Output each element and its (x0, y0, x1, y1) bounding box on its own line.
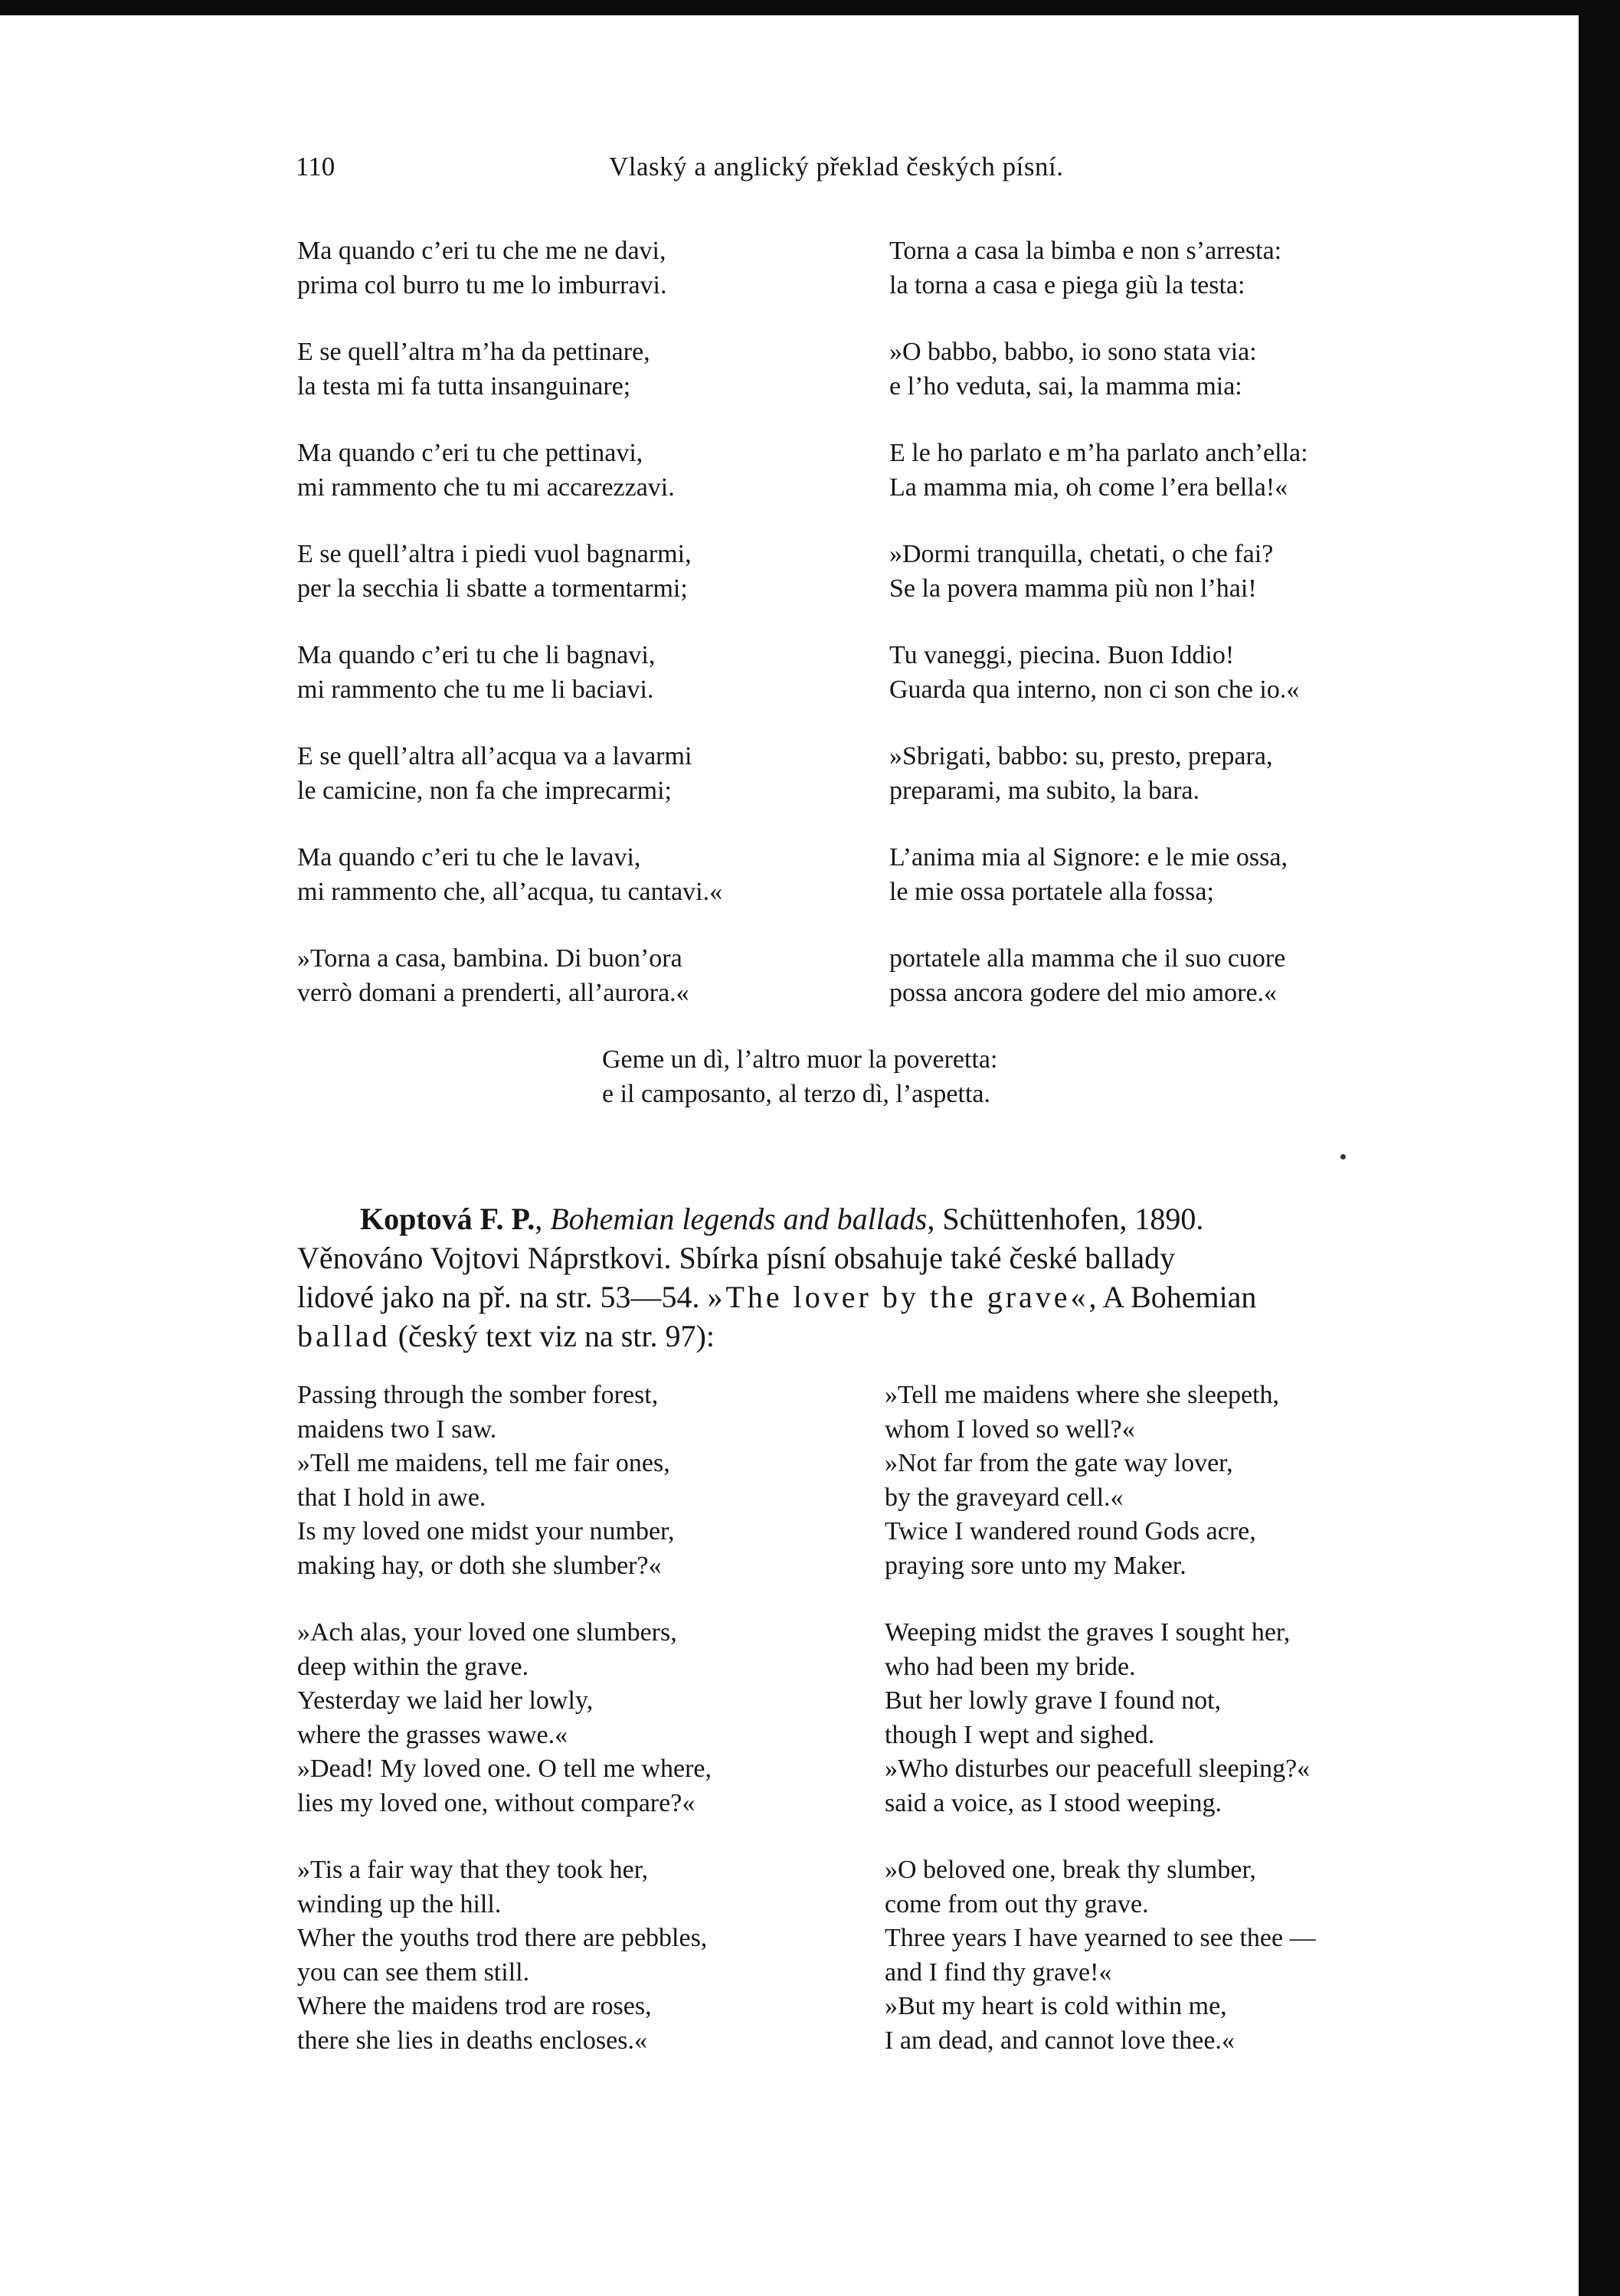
verse-line: But her lowly grave I found not, (885, 1686, 1222, 1715)
verse-line: making hay, or doth she slumber?« (297, 1551, 662, 1580)
bibliography-line-2: Věnováno Vojtovi Náprstkovi. Sbírka písní obsahuje také české ballady (297, 1241, 1176, 1275)
verse-line: though I wept and sighed. (885, 1720, 1155, 1749)
verse-line: where the grasses wawe.« (297, 1720, 568, 1749)
verse-line: E se quell’altra all’acqua va a lavarmi (297, 742, 692, 770)
verse-line: Se la povera mamma più non l’hai! (889, 574, 1257, 603)
english-column-left (297, 1379, 879, 2091)
scan-border-top (0, 0, 1620, 15)
verse-line: Wher the youths trod there are pebbles, (297, 1924, 708, 1952)
verse-line: Ma quando c’eri tu che le lavavi, (297, 843, 641, 872)
verse-line: e l’ho veduta, sai, la mamma mia: (889, 371, 1242, 401)
verse-line: deep within the grave. (297, 1652, 529, 1681)
page-number: 110 (296, 152, 335, 182)
stanza (889, 437, 1456, 505)
verse-line: Geme un dì, l’altro muor la poveretta: (602, 1045, 998, 1074)
verse-line: Ma quando c’eri tu che li bagnavi, (297, 641, 656, 669)
bibliography-line-4 (297, 1316, 1438, 1356)
bibliography-line-3-text: lidové jako na př. na str. 53—54. (297, 1280, 708, 1314)
bibliography-ballad-word: ballad (297, 1319, 391, 1353)
verse-line: »Dormi tranquilla, chetati, o che fai? (889, 540, 1274, 568)
verse-line: »But my heart is cold within me, (885, 1992, 1227, 2020)
bibliography-entry (297, 1199, 1438, 1356)
bibliography-line-4-tail: (český text viz na str. 97): (390, 1319, 715, 1353)
verse-line: that I hold in awe. (297, 1483, 486, 1512)
stanza (297, 437, 864, 505)
stanza (885, 1853, 1467, 2058)
stanza (885, 1616, 1467, 1820)
verse-line: praying sore unto my Maker. (885, 1551, 1186, 1580)
stanza (889, 942, 1456, 1010)
ink-speck (1340, 1154, 1346, 1159)
italian-closing-stanza (602, 1043, 1199, 1111)
stanza (889, 335, 1456, 404)
verse-line: verrò domani a prenderti, all’aurora.« (297, 978, 689, 1007)
stanza (297, 740, 864, 808)
verse-line: la torna a casa e piega giù la testa: (889, 270, 1245, 299)
verse-line: per la secchia li sbatte a tormentarmi; (297, 574, 688, 603)
stanza (885, 1379, 1467, 1583)
verse-line: Torna a casa la bimba e non s’arresta: (889, 237, 1282, 265)
stanza (297, 639, 864, 707)
verse-line: Ma quando c’eri tu che pettinavi, (297, 439, 643, 467)
italian-column-left (297, 234, 864, 1043)
verse-line: »Torna a casa, bambina. Di buon’ora (297, 944, 682, 973)
bibliography-line-3-tail: , A Bohemian (1088, 1280, 1257, 1314)
stanza (297, 335, 864, 404)
verse-line: E se quell’altra m’ha da pettinare, (297, 338, 650, 366)
verse-line: lies my loved one, without compare?« (297, 1788, 695, 1817)
verse-line: mi rammento che tu mi accarezzavi. (297, 473, 675, 502)
verse-line: Weeping midst the graves I sought her, (885, 1618, 1291, 1647)
verse-line: Ma quando c’eri tu che me ne davi, (297, 237, 666, 265)
verse-line: La mamma mia, oh come l’era bella!« (889, 473, 1288, 502)
running-head: Vlaský a anglický překlad českých písní. (609, 152, 1064, 182)
verse-line: e il camposanto, al terzo dì, l’aspetta. (602, 1079, 990, 1108)
verse-line: come from out thy grave. (885, 1889, 1149, 1918)
bibliography-title: Bohemian legends and ballads (550, 1202, 928, 1236)
stanza (297, 538, 864, 606)
verse-line: preparami, ma subito, la bara. (889, 776, 1200, 805)
verse-line: winding up the hill. (297, 1889, 502, 1918)
verse-line: »Sbrigati, babbo: su, presto, prepara, (889, 742, 1273, 770)
verse-line: »Not far from the gate way lover, (885, 1449, 1233, 1477)
verse-line: »Who disturbes our peacefull sleeping?« (885, 1755, 1311, 1783)
verse-line: said a voice, as I stood weeping. (885, 1788, 1222, 1817)
bibliography-separator: , (535, 1202, 551, 1236)
verse-line: mi rammento che, all’acqua, tu cantavi.« (297, 877, 723, 906)
verse-line: portatele alla mamma che il suo cuore (889, 944, 1286, 973)
verse-line: possa ancora godere del mio amore.« (889, 978, 1278, 1007)
stanza (297, 942, 864, 1010)
english-column-right (885, 1379, 1467, 2091)
verse-line: »Ach alas, your loved one slumbers, (297, 1618, 677, 1647)
verse-line: »Tis a fair way that they took her, (297, 1856, 649, 1884)
stanza (889, 639, 1456, 707)
verse-line: Three years I have yearned to see thee — (885, 1924, 1316, 1952)
verse-line: »Dead! My loved one. O tell me where, (297, 1755, 712, 1783)
bibliography-ballad-title: »The lover by the grave« (707, 1280, 1089, 1314)
verse-line: you can see them still. (297, 1957, 530, 1987)
verse-line: I am dead, and cannot love thee.« (885, 2026, 1235, 2055)
verse-line: »Tell me maidens where she sleepeth, (885, 1381, 1279, 1409)
verse-line: and I find thy grave!« (885, 1957, 1112, 1987)
bibliography-author: Koptová F. P. (360, 1202, 535, 1236)
verse-line: Guarda qua interno, non ci son che io.« (889, 675, 1300, 704)
verse-line: maidens two I saw. (297, 1415, 497, 1444)
verse-line: Passing through the somber forest, (297, 1381, 659, 1409)
stanza (297, 1616, 879, 1820)
stanza (297, 841, 864, 909)
verse-line: E se quell’altra i piedi vuol bagnarmi, (297, 540, 692, 568)
verse-line: »Tell me maidens, tell me fair ones, (297, 1449, 670, 1477)
stanza (889, 740, 1456, 808)
stanza (297, 1379, 879, 1583)
bibliography-line-3 (297, 1277, 1438, 1316)
verse-line: Twice I wandered round Gods acre, (885, 1517, 1256, 1545)
verse-line: prima col burro tu me lo imburravi. (297, 270, 667, 299)
bibliography-publication: , Schüttenhofen, 1890. (927, 1202, 1204, 1236)
verse-line: la testa mi fa tutta insanguinare; (297, 371, 631, 401)
verse-line: mi rammento che tu me li baciavi. (297, 675, 654, 704)
bibliography-line-1 (297, 1199, 1438, 1238)
verse-line: le camicine, non fa che imprecarmi; (297, 776, 672, 805)
verse-line: whom I loved so well?« (885, 1415, 1135, 1444)
verse-line: »O beloved one, break thy slumber, (885, 1856, 1256, 1884)
italian-column-right (889, 234, 1456, 1043)
verse-line: there she lies in deaths encloses.« (297, 2026, 647, 2055)
verse-line: Is my loved one midst your number, (297, 1517, 675, 1545)
verse-line: le mie ossa portatele alla fossa; (889, 877, 1214, 906)
stanza (889, 538, 1456, 606)
verse-line: Where the maidens trod are roses, (297, 1992, 652, 2020)
stanza (889, 234, 1456, 303)
verse-line: who had been my bride. (885, 1652, 1136, 1681)
verse-line: Yesterday we laid her lowly, (297, 1686, 594, 1715)
verse-line: L’anima mia al Signore: e le mie ossa, (889, 843, 1288, 872)
verse-line: by the graveyard cell.« (885, 1483, 1124, 1512)
stanza (297, 234, 864, 303)
verse-line: Tu vaneggi, piecina. Buon Iddio! (889, 641, 1235, 669)
stanza (297, 1853, 879, 2058)
verse-line: »O babbo, babbo, io sono stata via: (889, 338, 1257, 366)
scan-border-right (1579, 0, 1620, 2296)
verse-line: E le ho parlato e m’ha parlato anch’ella: (889, 439, 1308, 467)
stanza (889, 841, 1456, 909)
